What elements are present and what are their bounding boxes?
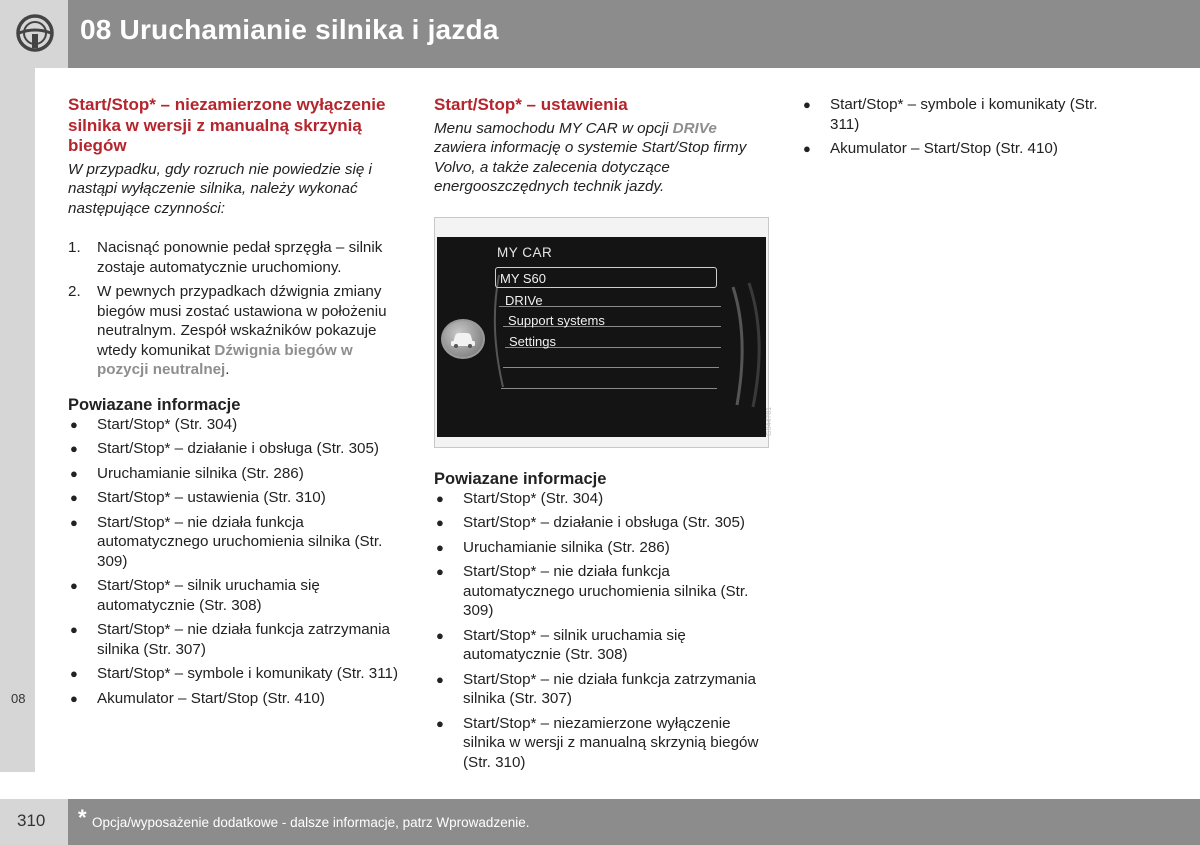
related-link-text: Start/Stop* – symbole i komunikaty (Str. 311) bbox=[830, 96, 1098, 133]
bullet-icon: ● bbox=[436, 715, 444, 731]
bullet-icon: ● bbox=[70, 441, 78, 456]
related-link-text: Start/Stop* – nie działa funkcja automatycznego uruchomienia silnika (Str. 309) bbox=[97, 513, 383, 570]
related-link-text: Start/Stop* – niezamierzone wyłączenie silnika w wersji z manualną skrzynią biegów (Str. 310) bbox=[463, 714, 759, 771]
related-link[interactable] bbox=[68, 464, 403, 484]
bullet-icon: ● bbox=[436, 671, 444, 687]
menu-item-support-systems[interactable]: Support systems bbox=[508, 312, 605, 328]
menu-item-settings[interactable]: Settings bbox=[509, 333, 556, 349]
side-tab-chapter-number: 08 bbox=[11, 691, 26, 706]
drive-menu-name: DRIVe bbox=[672, 119, 717, 137]
related-link[interactable] bbox=[68, 576, 403, 615]
related-link-text: Start/Stop* – symbole i komunikaty (Str. 311) bbox=[97, 665, 399, 682]
header-icon-area bbox=[0, 0, 68, 68]
side-tab bbox=[0, 68, 35, 772]
step-text: W pewnych przypadkach dźwignia zmiany biegów musi zostać ustawiona w położeniu neutralnym. Zespół wskaźników pokazuje wtedy komunikat bbox=[97, 283, 387, 359]
bullet-icon: ● bbox=[436, 515, 444, 530]
related-link-text: Start/Stop* – nie działa funkcja zatrzymania silnika (Str. 307) bbox=[97, 621, 390, 658]
related-link[interactable] bbox=[68, 488, 403, 508]
screen-title: MY CAR bbox=[497, 244, 553, 260]
bullet-icon: ● bbox=[803, 141, 811, 156]
bullet-icon: ● bbox=[436, 564, 444, 579]
bullet-icon: ● bbox=[803, 97, 811, 112]
bullet-icon: ● bbox=[70, 690, 78, 706]
related-link-text: Start/Stop* – silnik uruchamia się automatycznie (Str. 308) bbox=[463, 626, 686, 663]
bullet-icon: ● bbox=[436, 490, 444, 506]
step-item bbox=[68, 282, 403, 380]
menu-divider bbox=[501, 388, 717, 389]
section-intro bbox=[434, 119, 769, 197]
related-link-text: Start/Stop* (Str. 304) bbox=[97, 415, 238, 433]
mycar-display bbox=[437, 237, 773, 437]
bullet-icon: ● bbox=[70, 622, 78, 637]
related-link[interactable] bbox=[434, 562, 769, 621]
related-link[interactable] bbox=[434, 489, 769, 509]
step-number: 2. bbox=[68, 283, 81, 300]
mycar-screen-figure bbox=[434, 217, 773, 448]
steering-wheel-icon bbox=[15, 13, 55, 53]
bullet-icon: ● bbox=[70, 578, 78, 593]
related-link[interactable] bbox=[68, 513, 403, 572]
related-info-title: Powiazane informacje bbox=[434, 469, 607, 488]
related-info-title: Powiazane informacje bbox=[68, 395, 241, 414]
related-link[interactable] bbox=[801, 95, 1101, 134]
section-heading-settings: Start/Stop* – ustawienia bbox=[434, 95, 628, 114]
intro-part-a: Menu samochodu MY CAR w opcji bbox=[434, 119, 669, 137]
car-menu-button[interactable] bbox=[441, 319, 485, 359]
related-link[interactable] bbox=[801, 139, 1101, 159]
related-list bbox=[68, 415, 403, 709]
page-number-box bbox=[0, 799, 68, 845]
bullet-icon: ● bbox=[70, 490, 78, 505]
related-link[interactable] bbox=[434, 670, 769, 709]
bullet-icon: ● bbox=[70, 416, 78, 432]
menu-item-my-s60[interactable]: MY S60 bbox=[500, 270, 547, 286]
footnote-star: * bbox=[78, 805, 87, 830]
footnote-text: Opcja/wyposażenie dodatkowe - dalsze informacje, patrz Wprowadzenie. bbox=[92, 815, 530, 830]
steps-list bbox=[68, 238, 403, 380]
related-link-text: Start/Stop* (Str. 304) bbox=[463, 489, 604, 507]
related-link-text: Akumulator – Start/Stop (Str. 410) bbox=[97, 689, 325, 707]
related-list bbox=[434, 489, 769, 773]
figure-code: G044781 bbox=[766, 406, 773, 436]
related-link-text: Start/Stop* – działanie i obsługa (Str. 305) bbox=[97, 440, 379, 457]
related-link-text: Akumulator – Start/Stop (Str. 410) bbox=[830, 140, 1058, 157]
bullet-icon: ● bbox=[70, 666, 78, 681]
related-link-text: Start/Stop* – nie działa funkcja automatycznego uruchomienia silnika (Str. 309) bbox=[463, 563, 749, 619]
menu-divider bbox=[503, 367, 719, 368]
intro-part-b: zawiera informację o systemie Start/Stop firmy Volvo, a także zalecenia dotyczące energooszczędnych technik jazdy. bbox=[434, 139, 747, 195]
related-list bbox=[801, 95, 1101, 159]
bullet-icon: ● bbox=[70, 514, 78, 530]
bullet-icon: ● bbox=[436, 539, 444, 555]
chapter-title: 08 Uruchamianie silnika i jazda bbox=[80, 14, 499, 45]
section-intro: W przypadku, gdy rozruch nie powiedzie się i nastąpi wyłączenie silnika, należy wykonać następujące czynności: bbox=[68, 160, 372, 217]
related-link-text: Uruchamianie silnika (Str. 286) bbox=[463, 538, 670, 556]
related-link-text: Start/Stop* – silnik uruchamia się automatycznie (Str. 308) bbox=[97, 577, 320, 614]
related-link[interactable] bbox=[434, 513, 769, 533]
column-1 bbox=[68, 95, 403, 713]
related-link[interactable] bbox=[68, 620, 403, 659]
related-link-text: Start/Stop* – nie działa funkcja zatrzymania silnika (Str. 307) bbox=[463, 670, 756, 707]
column-3 bbox=[801, 95, 1101, 164]
page-number: 310 bbox=[17, 811, 46, 830]
related-link[interactable] bbox=[68, 439, 403, 459]
related-link-text: Uruchamianie silnika (Str. 286) bbox=[97, 464, 304, 482]
related-link[interactable] bbox=[68, 415, 403, 435]
related-link[interactable] bbox=[68, 664, 403, 684]
step-number: 1. bbox=[68, 239, 81, 256]
bullet-icon: ● bbox=[436, 627, 444, 643]
bullet-icon: ● bbox=[70, 465, 78, 481]
related-link[interactable] bbox=[434, 538, 769, 558]
related-link[interactable] bbox=[68, 689, 403, 709]
car-icon bbox=[443, 321, 483, 357]
related-link-text: Start/Stop* – ustawienia (Str. 310) bbox=[97, 489, 326, 506]
menu-item-drive[interactable]: DRIVe bbox=[505, 292, 543, 308]
related-link[interactable] bbox=[434, 626, 769, 665]
step-item bbox=[68, 238, 403, 277]
related-link[interactable] bbox=[434, 714, 769, 773]
step-text: Nacisnąć ponownie pedał sprzęgła – silnik zostaje automatycznie uruchomiony. bbox=[97, 239, 383, 276]
section-heading-manual-stop: Start/Stop* – niezamierzone wyłączenie silnika w wersji z manualną skrzynią biegów bbox=[68, 95, 386, 155]
display-message: Dźwignia biegów w pozycji neutralnej bbox=[97, 341, 353, 378]
step-tail: . bbox=[225, 361, 230, 378]
related-link-text: Start/Stop* – działanie i obsługa (Str. 305) bbox=[463, 514, 745, 531]
column-2 bbox=[434, 95, 773, 777]
